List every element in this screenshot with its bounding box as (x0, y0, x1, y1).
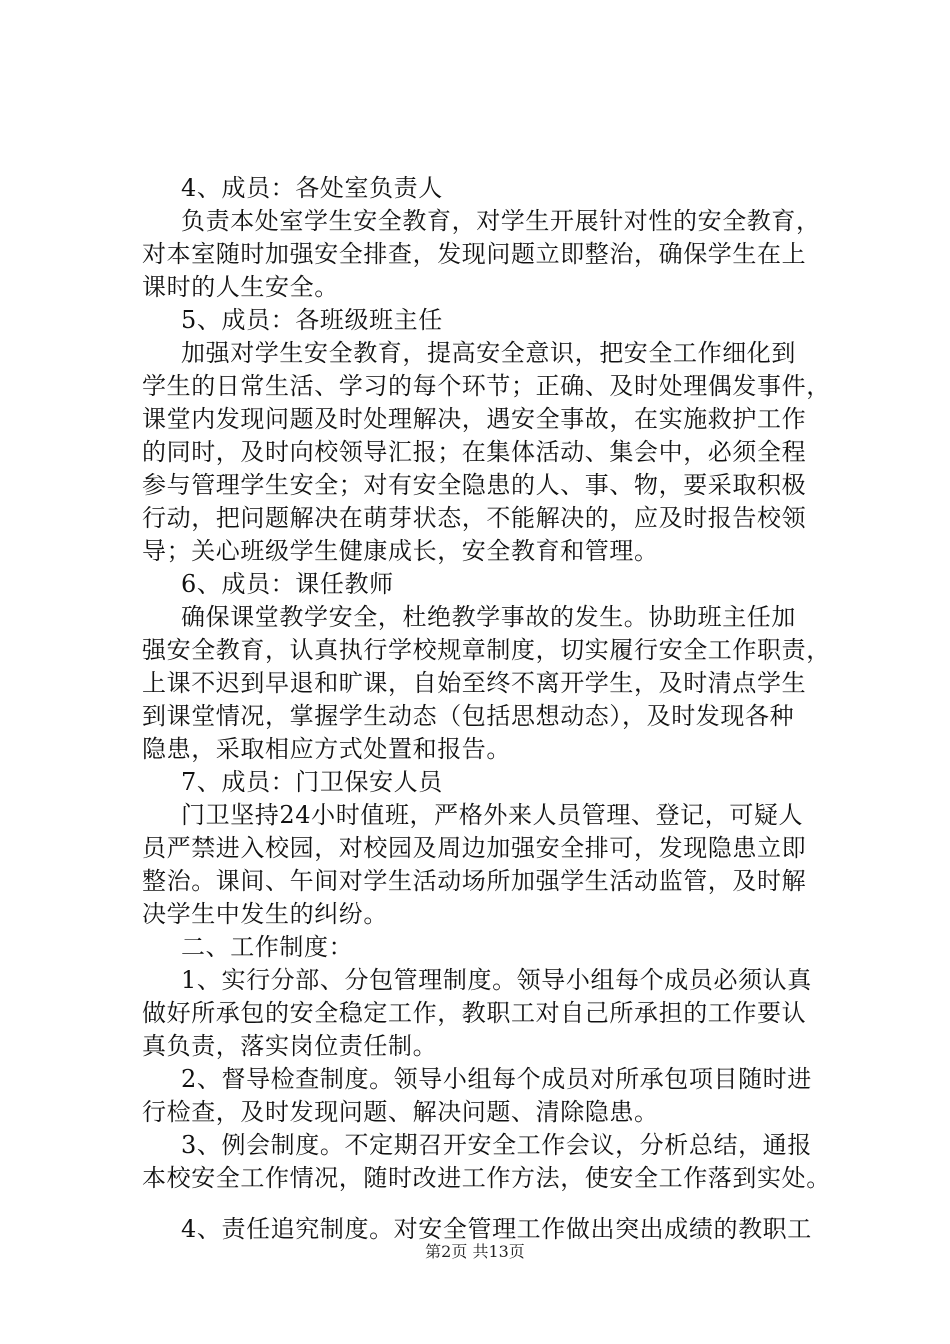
paragraph-line: 员严禁进入校园，对校园及周边加强安全排可，发现隐患立即 (142, 834, 807, 862)
paragraph-line: 3、例会制度。不定期召开安全工作会议，分析总结，通报 (181, 1131, 812, 1159)
paragraph-line: 负责本处室学生安全教育，对学生开展针对性的安全教育， (181, 207, 821, 235)
paragraph-line: 整治。课间、午间对学生活动场所加强学生活动监管，及时解 (142, 867, 807, 895)
paragraph-line: 行检查，及时发现问题、解决问题、清除隐患。 (142, 1098, 659, 1126)
paragraph-line: 1、实行分部、分包管理制度。领导小组每个成员必须认真 (181, 966, 812, 994)
heading-member-6: 6、成员：课任教师 (181, 570, 394, 598)
paragraph-line: 对本室随时加强安全排查，发现问题立即整治，确保学生在上 (142, 240, 807, 268)
paragraph-line: 强安全教育，认真执行学校规章制度，切实履行安全工作职责， (142, 636, 831, 664)
paragraph-line: 做好所承包的安全稳定工作，教职工对自己所承担的工作要认 (142, 999, 807, 1027)
paragraph-line: 上课不迟到早退和旷课，自始至终不离开学生，及时清点学生 (142, 669, 807, 697)
paragraph-line: 决学生中发生的纠纷。 (142, 900, 388, 928)
paragraph-line: 门卫坚持24小时值班，严格外来人员管理、登记，可疑人 (181, 801, 804, 829)
paragraph-line: 的同时，及时向校领导汇报；在集体活动、集会中，必须全程 (142, 438, 807, 466)
paragraph-line: 4、责任追究制度。对安全管理工作做出突出成绩的教职工 (181, 1215, 812, 1243)
paragraph-line: 课堂内发现问题及时处理解决，遇安全事故，在实施救护工作 (142, 405, 807, 433)
paragraph-line: 加强对学生安全教育，提高安全意识，把安全工作细化到 (181, 339, 796, 367)
paragraph-line: 隐患，采取相应方式处置和报告。 (142, 735, 511, 763)
paragraph-line: 学生的日常生活、学习的每个环节；正确、及时处理偶发事件， (142, 372, 831, 400)
paragraph-line: 行动，把问题解决在萌芽状态，不能解决的，应及时报告校领 (142, 504, 807, 532)
page-number-footer: 第2页 共13页 (425, 1242, 525, 1261)
paragraph-line: 真负责，落实岗位责任制。 (142, 1032, 438, 1060)
paragraph-line: 到课堂情况，掌握学生动态（包括思想动态），及时发现各种 (142, 702, 795, 730)
section-heading-work-system: 二、工作制度： (181, 933, 354, 961)
heading-member-4: 4、成员：各处室负责人 (181, 174, 443, 202)
heading-member-5: 5、成员：各班级班主任 (181, 306, 443, 334)
paragraph-line: 确保课堂教学安全，杜绝教学事故的发生。协助班主任加 (181, 603, 796, 631)
paragraph-line: 导；关心班级学生健康成长，安全教育和管理。 (142, 537, 659, 565)
heading-member-7: 7、成员：门卫保安人员 (181, 768, 443, 796)
paragraph-line: 课时的人生安全。 (142, 273, 339, 301)
paragraph-line: 本校安全工作情况，随时改进工作方法，使安全工作落到实处。 (142, 1164, 831, 1192)
paragraph-line: 2、督导检查制度。领导小组每个成员对所承包项目随时进 (181, 1065, 812, 1093)
paragraph-line: 参与管理学生安全；对有安全隐患的人、事、物，要采取积极 (142, 471, 807, 499)
